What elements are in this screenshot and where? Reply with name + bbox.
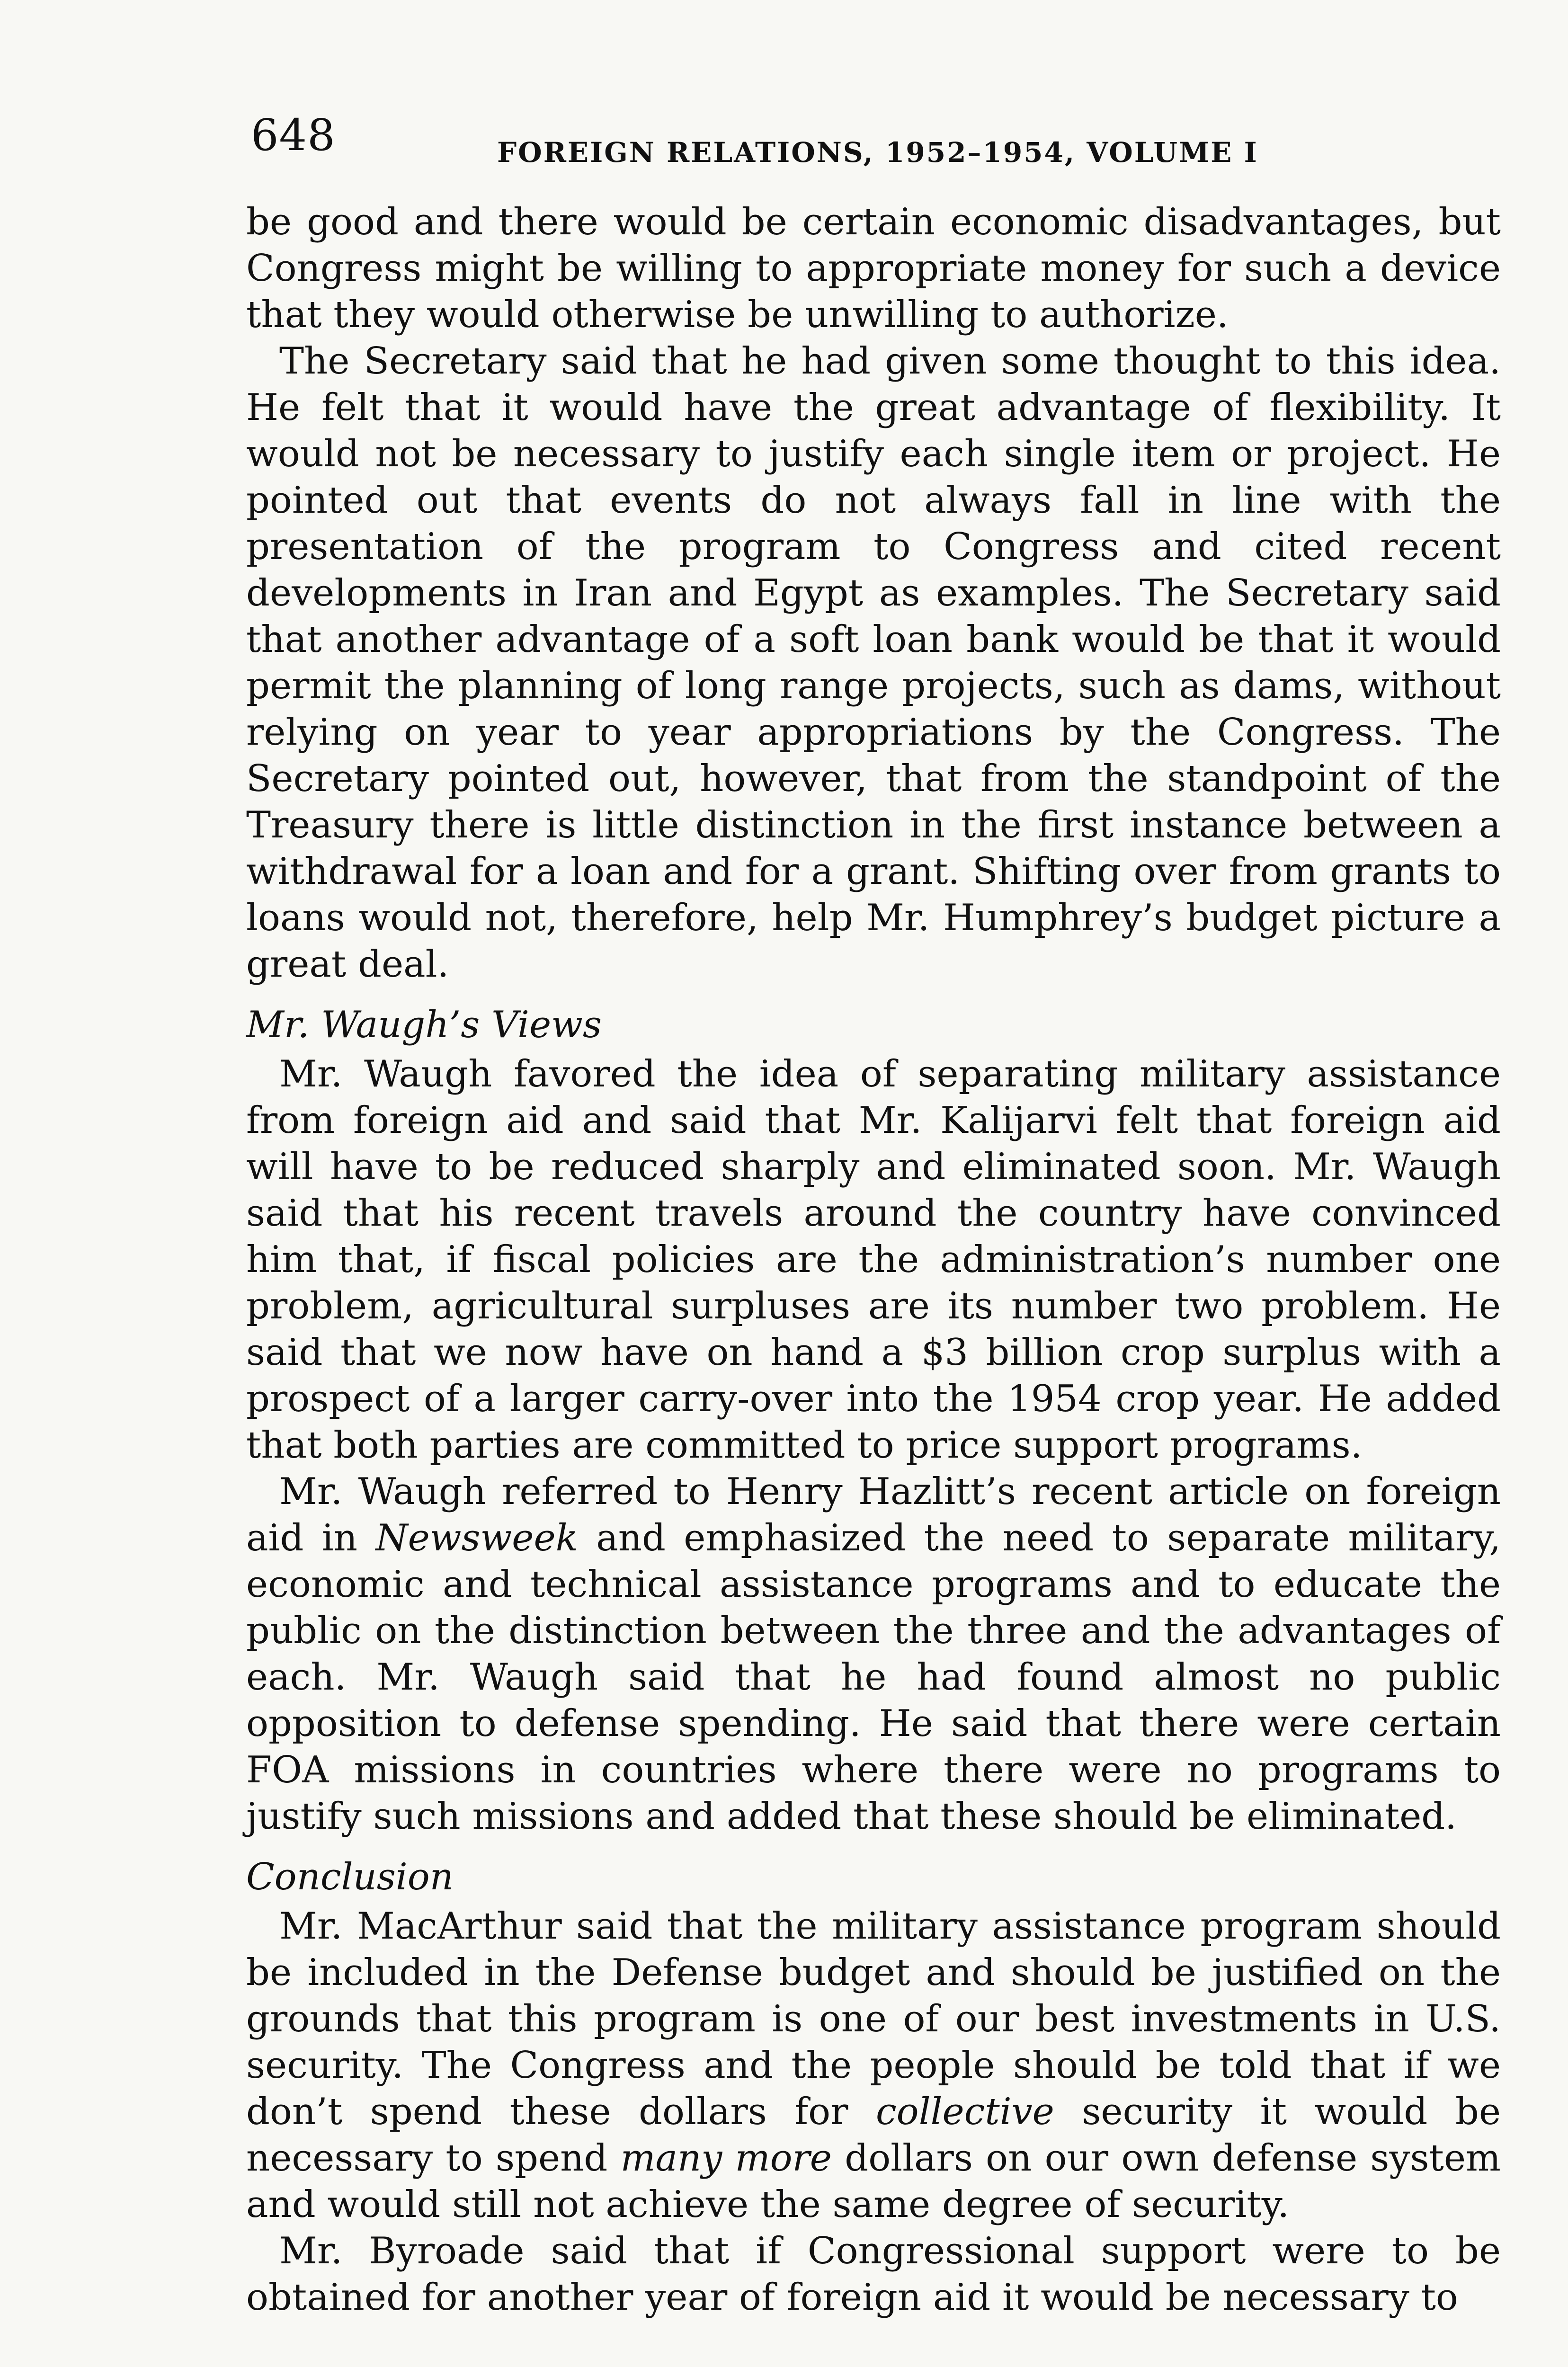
paragraph-macarthur-part-3: dollars on our own defense system and would still not achieve the same degree of security. xyxy=(246,2137,1501,2226)
body-text xyxy=(246,199,1501,2321)
many-more-emphasis: many more xyxy=(620,2137,832,2180)
page-number: 648 xyxy=(251,110,336,160)
paragraph-waugh-2-part-2: and emphasized the need to separate military, economic and technical assistance programs and to educate the public on the distinction between the three and the advantages of each. Mr. Waugh said that he had found almost no public opposition to defense spending. He said that there were certain FOA missions in countries where there were no programs to justify such missions and added that these should be eliminated. xyxy=(246,1517,1501,1838)
paragraph-macarthur xyxy=(246,1903,1501,2228)
paragraph-byroade: Mr. Byroade said that if Congressional support were to be obtained for another year of foreign aid it would be necessary to xyxy=(246,2230,1501,2319)
collective-emphasis: collective xyxy=(875,2091,1054,2133)
page-header xyxy=(251,110,1506,180)
paragraph-secretary: The Secretary said that he had given some thought to this idea. He felt that it would have the great advantage of flexibility. It would not be necessary to justify each single item or project. He pointed out that events do not always fall in line with the presentation of the program to Congress and cited recent developments in Iran and Egypt as examples. The Secretary said that another advantage of a soft loan bank would be that it would permit the planning of long range projects, such as dams, without relying on year to year appropriations by the Congress. The Secretary pointed out, however, that from the standpoint of the Treasury there is little distinction in the first instance between a withdrawal for a loan and for a grant. Shifting over from grants to loans would not, therefore, help Mr. Humphrey’s budget picture a great deal. xyxy=(246,340,1501,986)
paragraph-macarthur-part-2: security it would be necessary to spend xyxy=(246,2091,1501,2180)
paragraph-continuation: be good and there would be certain economic disadvantages, but Congress might be willing to appropriate money for such a device that they would otherwise be unwilling to authorize. xyxy=(246,201,1501,336)
paragraph-waugh-2-part-1: Mr. Waugh referred to Henry Hazlitt’s recent article on foreign aid in xyxy=(246,1470,1501,1559)
heading-waugh-views: Mr. Waugh’s Views xyxy=(246,1004,602,1046)
paragraph-waugh-2 xyxy=(246,1468,1501,1840)
heading-conclusion: Conclusion xyxy=(246,1856,454,1898)
paragraph-macarthur-part-1: Mr. MacArthur said that the military assistance program should be included in the Defense budget and should be justified on the grounds that this program is one of our best investments in U.S. security. The Congress and the people should be told that if we don’t spend these dollars for xyxy=(246,1905,1501,2133)
paragraph-waugh-1: Mr. Waugh favored the idea of separating military assistance from foreign aid and said that Mr. Kalijarvi felt that foreign aid will have to be reduced sharply and eliminated soon. Mr. Waugh said that his recent travels around the country have convinced him that, if fiscal policies are the administration’s number one problem, agricultural surpluses are its number two problem. He said that we now have on hand a $3 billion crop surplus with a prospect of a larger carry-over into the 1954 crop year. He added that both parties are committed to price support programs. xyxy=(246,1053,1501,1467)
running-title: FOREIGN RELATIONS, 1952–1954, VOLUME I xyxy=(497,136,1258,169)
newsweek-title: Newsweek xyxy=(375,1517,578,1559)
